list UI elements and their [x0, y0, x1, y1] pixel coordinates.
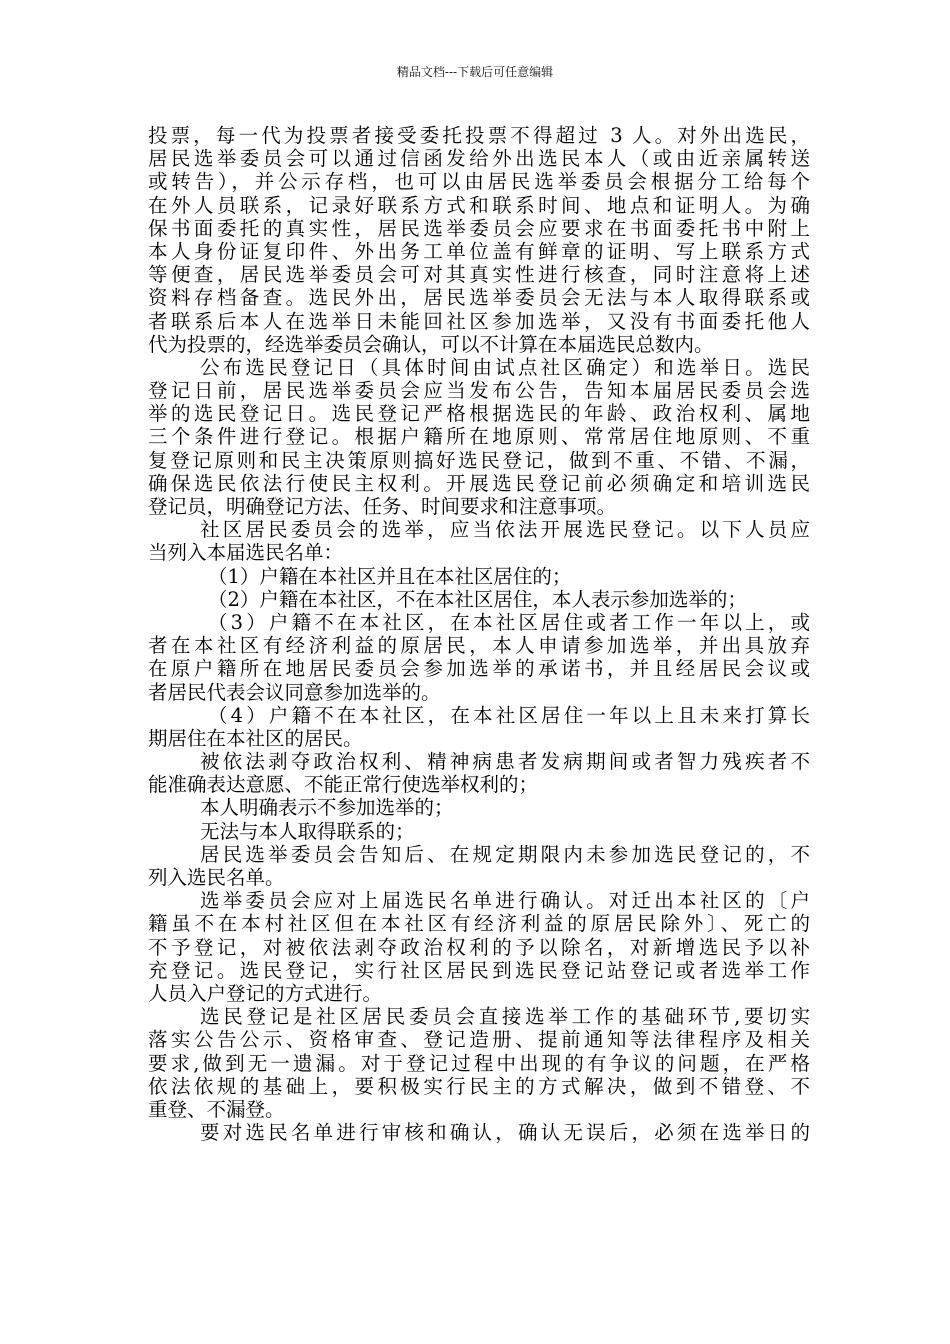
text-line: 居民选举委员会可以通过信函发给外出选民本人（或由近亲属转送	[148, 147, 810, 171]
text-line: （4）户籍不在本社区，在本社区居住一年以上且未来打算长	[208, 703, 810, 727]
text-line: 本人身份证复印件、外出务工单位盖有鲜章的证明、写上联系方式	[148, 239, 810, 263]
text-line: 代为投票的，经选举委员会确认，可以不计算在本届选民总数内。	[148, 332, 714, 356]
text-line: 举的选民登记日。选民登记严格根据选民的年龄、政治权利、属地	[148, 402, 810, 426]
text-line: 者居民代表会议同意参加选举的。	[148, 680, 441, 704]
document-body	[148, 124, 810, 1144]
text-line: 资料存档备查。选民外出，居民选举委员会无法与本人取得联系或	[148, 286, 810, 310]
text-line: 登记日前，居民选举委员会应当发布公告，告知本届居民委员会选	[148, 379, 810, 403]
text-line: 选民登记是社区居民委员会直接选举工作的基础环节,要切实	[200, 1005, 810, 1029]
text-line: 者联系后本人在选举日未能回社区参加选举，又没有书面委托他人	[148, 309, 810, 333]
text-line: 确保选民依法行使民主权利。开展选民登记前必须确定和培训选民	[148, 471, 810, 495]
page-header: 精品文档---下载后可任意编辑	[396, 65, 554, 79]
text-line: （1）户籍在本社区并且在本社区居住的；	[208, 564, 572, 588]
text-line: 被依法剥夺政治权利、精神病患者发病期间或者智力残疾者不	[200, 750, 810, 774]
text-line: 公布选民登记日（具体时间由试点社区确定）和选举日。选民	[200, 355, 810, 379]
text-line: 当列入本届选民名单：	[148, 541, 344, 565]
text-line: 要求,做到无一遗漏。对于登记过程中出现的有争议的问题，在严格	[148, 1051, 810, 1075]
text-line: 投票，每一代为投票者接受委托投票不得超过 3 人。对外出选民，	[148, 124, 810, 147]
text-line: 保书面委托的真实性，居民选举委员会应要求在书面委托书中附上	[148, 216, 810, 240]
text-line: 不予登记，对被依法剥夺政治权利的予以除名，对新增选民予以补	[148, 935, 810, 959]
text-line: 列入选民名单。	[148, 866, 285, 889]
text-line: 能准确表达意愿、不能正常行使选举权利的；	[148, 773, 539, 797]
text-line: 籍虽不在本村社区但在本社区有经济利益的原居民除外〕、死亡的	[148, 912, 810, 936]
text-line: 充登记。选民登记，实行社区居民到选民登记站登记或者选举工作	[148, 958, 810, 982]
text-line: 者在本社区有经济利益的原居民，本人申请参加选举，并出具放弃	[148, 634, 810, 658]
text-line: 复登记原则和民主决策原则搞好选民登记，做到不重、不错、不漏，	[148, 448, 810, 472]
text-line: 人员入户登记的方式进行。	[148, 981, 383, 1005]
text-line: 在外人员联系，记录好联系方式和联系时间、地点和证明人。为确	[148, 193, 810, 217]
text-line: 登记员，明确登记方法、任务、时间要求和注意事项。	[148, 495, 617, 518]
text-line: 重登、不漏登。	[148, 1097, 285, 1121]
text-line: 依法依规的基础上，要积极实行民主的方式解决，做到不错登、不	[148, 1074, 810, 1098]
text-line: 要对选民名单进行审核和确认，确认无误后，必须在选举日的	[200, 1121, 810, 1145]
text-line: 三个条件进行登记。根据户籍所在地原则、常常居住地原则、不重	[148, 425, 810, 449]
text-line: 社区居民委员会的选举，应当依法开展选民登记。以下人员应	[200, 518, 810, 542]
text-line: 等便查，居民选举委员会可对其真实性进行核查，同时注意将上述	[148, 263, 810, 287]
text-line: 无法与本人取得联系的；	[200, 819, 415, 843]
text-line: 选举委员会应对上届选民名单进行确认。对迁出本社区的〔户	[200, 889, 810, 913]
text-line: （3）户籍不在本社区，在本社区居住或者工作一年以上，或	[208, 610, 810, 634]
text-line: （2）户籍在本社区，不在本社区居住，本人表示参加选举的；	[208, 587, 747, 611]
text-line: 本人明确表示不参加选举的；	[200, 796, 454, 820]
text-line: 或转告），并公示存档，也可以由居民选举委员会根据分工给每个	[148, 170, 810, 194]
text-line: 期居住在本社区的居民。	[148, 726, 363, 750]
text-line: 落实公告公示、资格审查、登记造册、提前通知等法律程序及相关	[148, 1028, 810, 1052]
text-line: 居民选举委员会告知后、在规定期限内未参加选民登记的，不	[200, 842, 810, 866]
text-line: 在原户籍所在地居民委员会参加选举的承诺书，并且经居民会议或	[148, 657, 810, 681]
